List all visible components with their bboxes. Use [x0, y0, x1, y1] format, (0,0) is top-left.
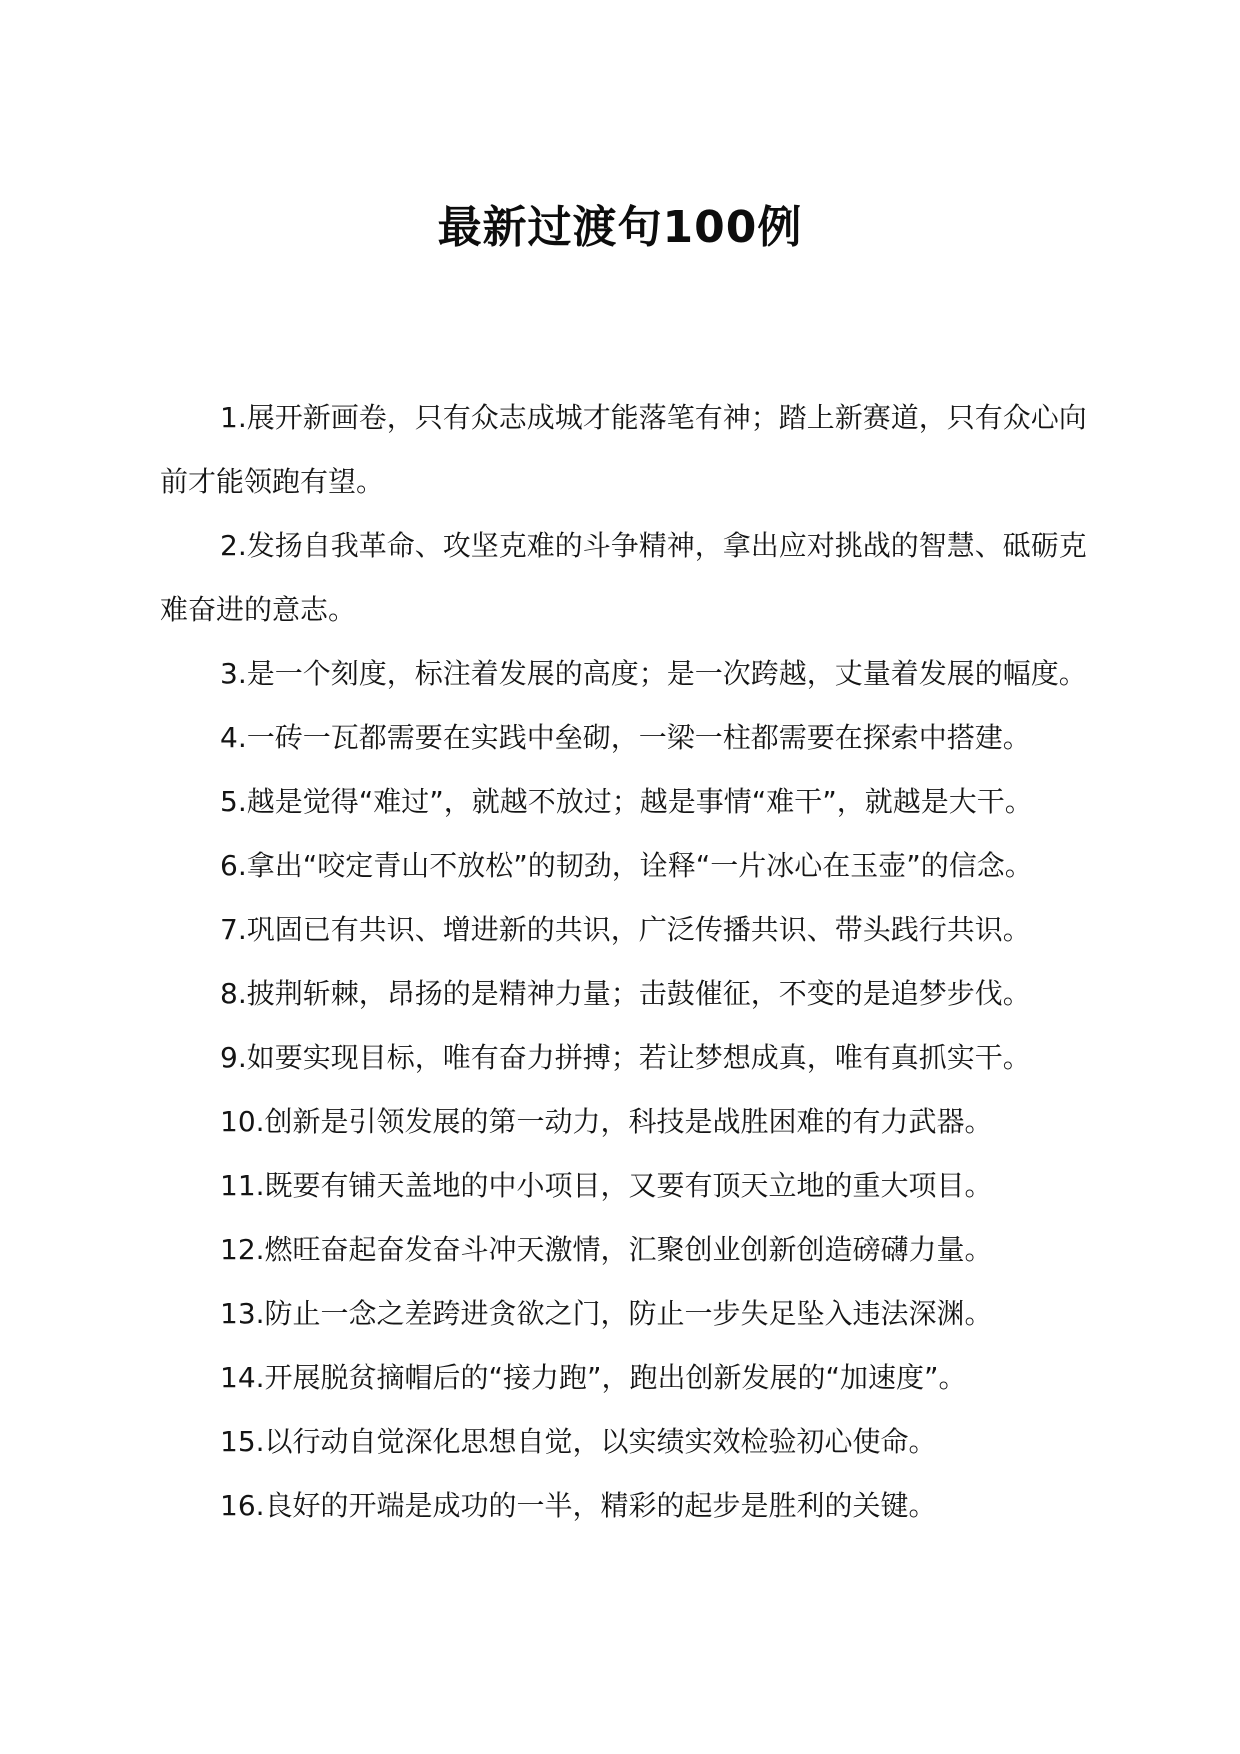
paragraph: 5.越是觉得“难过”，就越不放过；越是事情“难干”，就越是大干。 — [220, 785, 1033, 818]
paragraph: 7.巩固已有共识、增进新的共识，广泛传播共识、带头践行共识。 — [220, 913, 1031, 946]
paragraph: 2.发扬自我革命、攻坚克难的斗争精神，拿出应对挑战的智慧、砥砺克难奋进的意志。 — [160, 529, 1087, 626]
paragraph: 12.燃旺奋起奋发奋斗冲天激情，汇聚创业创新创造磅礴力量。 — [220, 1233, 993, 1266]
paragraph: 8.披荆斩棘，昂扬的是精神力量；击鼓催征，不变的是追梦步伐。 — [220, 977, 1031, 1010]
paragraph: 11.既要有铺天盖地的中小项目，又要有顶天立地的重大项目。 — [220, 1169, 993, 1202]
paragraph: 6.拿出“咬定青山不放松”的韧劲，诠释“一片冰心在玉壶”的信念。 — [220, 849, 1033, 882]
paragraph: 9.如要实现目标，唯有奋力拼搏；若让梦想成真，唯有真抓实干。 — [220, 1041, 1031, 1074]
paragraph: 4.一砖一瓦都需要在实践中垒砌，一梁一柱都需要在探索中搭建。 — [220, 721, 1031, 754]
paragraph: 3.是一个刻度，标注着发展的高度；是一次跨越，丈量着发展的幅度。 — [220, 657, 1087, 690]
paragraph: 13.防止一念之差跨进贪欲之门，防止一步失足坠入违法深渊。 — [220, 1297, 993, 1330]
paragraph: 15.以行动自觉深化思想自觉，以实绩实效检验初心使命。 — [220, 1425, 937, 1458]
document-body — [160, 386, 1090, 1538]
paragraph: 10.创新是引领发展的第一动力，科技是战胜困难的有力武器。 — [220, 1105, 993, 1138]
paragraph: 14.开展脱贫摘帽后的“接力跑”，跑出创新发展的“加速度”。 — [220, 1361, 967, 1394]
paragraph: 16.良好的开端是成功的一半，精彩的起步是胜利的关键。 — [220, 1489, 937, 1522]
paragraph: 1.展开新画卷，只有众志成城才能落笔有神；踏上新赛道，只有众心向前才能领跑有望。 — [160, 401, 1087, 498]
document-title: 最新过渡句100例 — [437, 202, 803, 253]
